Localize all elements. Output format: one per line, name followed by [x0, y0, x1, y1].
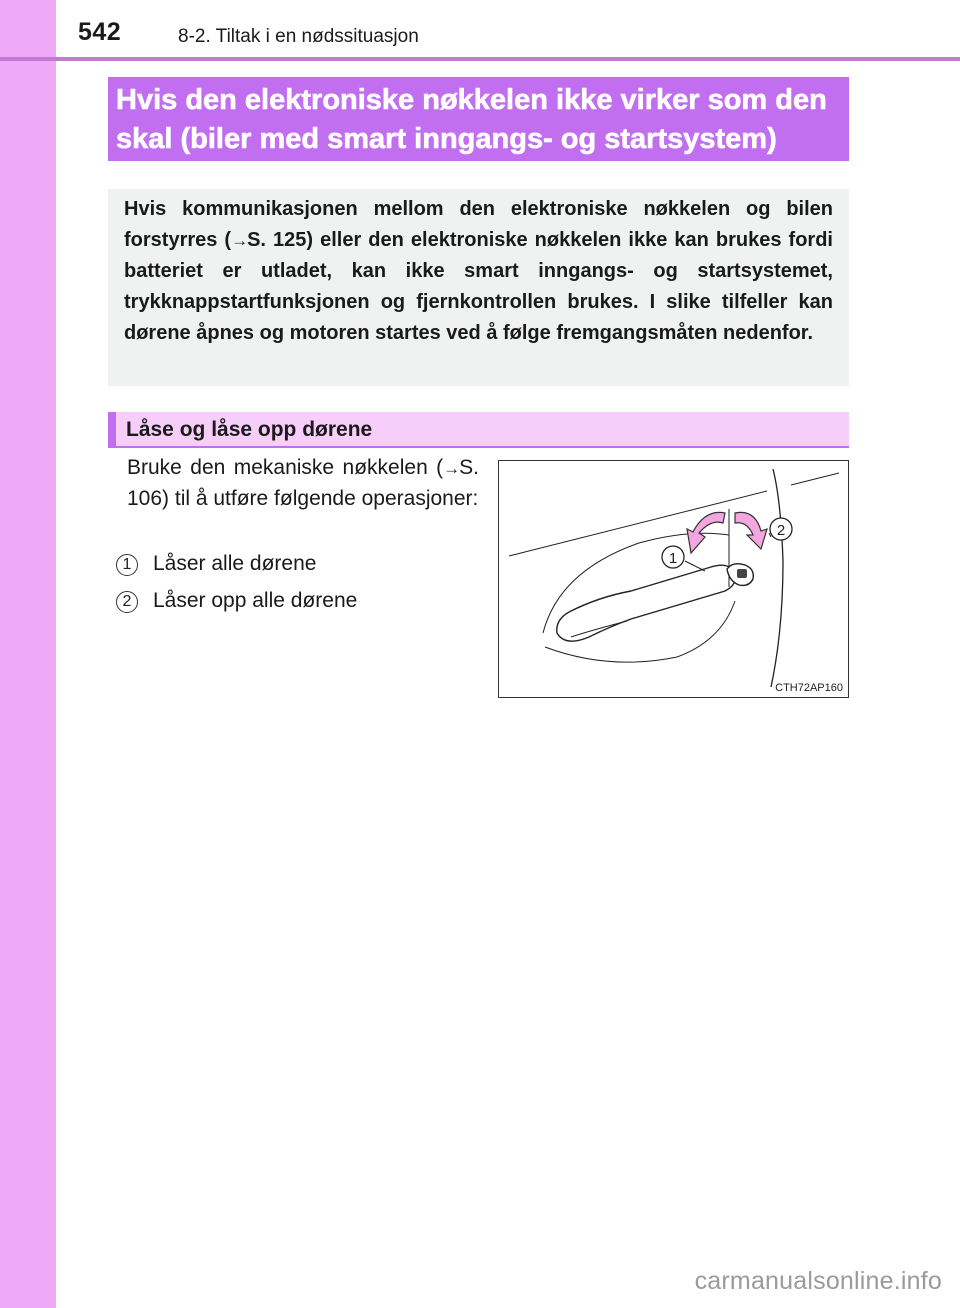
- page-title-line-1: Hvis den elektroniske nøkkelen ikke virker som den: [116, 84, 827, 116]
- reference-arrow: →: [443, 459, 460, 478]
- door-handle-drawing: [499, 461, 848, 697]
- watermark: carmanualsonline.info: [694, 1267, 942, 1295]
- step-number-badge: 2: [116, 591, 138, 613]
- step-text: Låser opp alle dørene: [153, 589, 358, 612]
- body-text-part-2: S. 106) til å utføre følgende operasjoner:: [127, 456, 479, 510]
- step-text: Låser alle dørene: [153, 552, 317, 575]
- section-heading: Låse og låse opp dørene: [108, 412, 849, 448]
- step-number-badge: 1: [116, 554, 138, 576]
- intro-text-part-2: S. 125) eller den elektroniske nøkkelen ikke kan brukes fordi batteriet er utladet, kan ikke smart inngangs- og startsystemet, trykknappstartfunksjonen og fjernkontrollen brukes. I slike tilfeller kan dørene åpnes og motoren startes ved å følge fremgangsmåten nedenfor.: [124, 229, 833, 344]
- intro-paragraph: [108, 189, 849, 386]
- callout-2-label: 2: [776, 522, 786, 539]
- body-text-part-1: Bruke den mekaniske nøkkelen (: [127, 456, 444, 479]
- section-body-text: [127, 453, 479, 514]
- side-margin-bar: [0, 0, 56, 1308]
- page-title: [108, 77, 849, 161]
- door-handle-illustration: [498, 460, 849, 698]
- figure-code: CTH72AP160: [775, 682, 843, 694]
- page-title-line-2: skal (biler med smart inngangs- og startsystem): [116, 123, 777, 155]
- chapter-heading: 8-2. Tiltak i en nødssituasjon: [178, 26, 419, 47]
- header-rule: [0, 57, 960, 61]
- callout-1-label: 1: [668, 550, 678, 567]
- reference-arrow: →: [231, 231, 248, 250]
- page-number: 542: [78, 18, 122, 46]
- intro-text-part-1: Hvis kommunikasjonen mellom den elektroniske nøkkelen og bilen forstyrres (: [124, 198, 833, 251]
